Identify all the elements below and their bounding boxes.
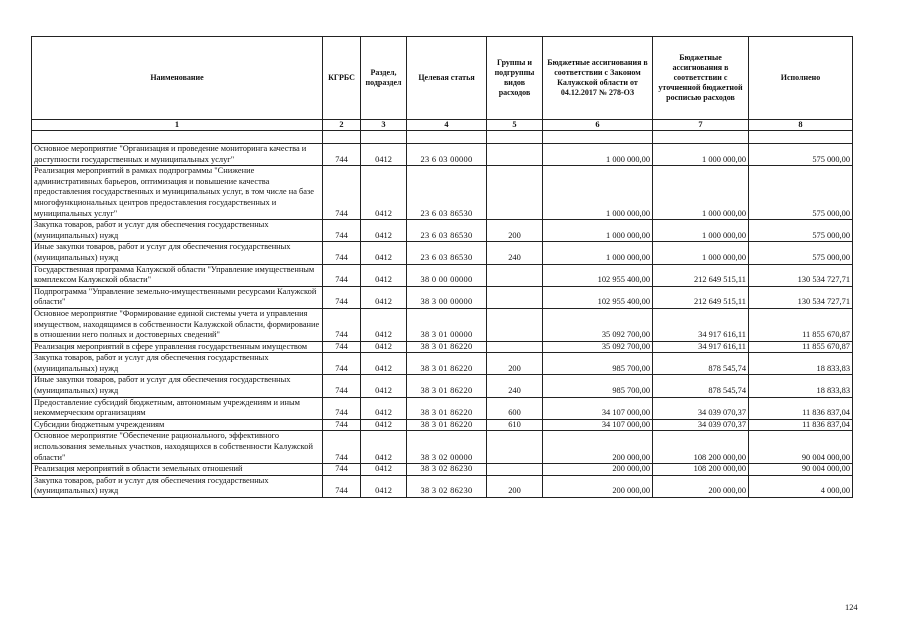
budget-execution-table [31, 36, 853, 498]
table-body [32, 131, 853, 498]
row-budget-law: 985 700,00 [543, 353, 653, 375]
row-target: 23 6 03 00000 [407, 144, 487, 166]
row-name: Закупка товаров, работ и услуг для обеспечения государственных (муниципальных) нужд [32, 220, 323, 242]
row-name: Реализация мероприятий в сфере управления государственным имуществом [32, 341, 323, 353]
row-budget-refined: 108 200 000,00 [653, 464, 749, 476]
row-budget-refined: 1 000 000,00 [653, 144, 749, 166]
row-kgrbs: 744 [323, 431, 361, 464]
row-budget-law: 34 107 000,00 [543, 419, 653, 431]
row-name: Реализация мероприятий в области земельных отношений [32, 464, 323, 476]
row-executed: 11 855 670,87 [749, 341, 853, 353]
row-name: Основное мероприятие "Организация и проведение мониторинга качества и доступности государственных и муниципальных услуг" [32, 144, 323, 166]
table-row [32, 431, 853, 464]
row-target: 23 6 03 86530 [407, 166, 487, 220]
row-name: Закупка товаров, работ и услуг для обеспечения государственных (муниципальных) нужд [32, 475, 323, 497]
row-kgrbs: 744 [323, 353, 361, 375]
column-number: 2 [323, 120, 361, 131]
column-number: 7 [653, 120, 749, 131]
row-budget-refined: 1 000 000,00 [653, 242, 749, 264]
row-section: 0412 [361, 308, 407, 341]
table-row [32, 353, 853, 375]
row-target: 38 3 01 86220 [407, 375, 487, 397]
table-row [32, 242, 853, 264]
row-executed: 18 833,83 [749, 353, 853, 375]
row-target: 38 3 01 86220 [407, 341, 487, 353]
table-row [32, 308, 853, 341]
spacer-row [32, 131, 853, 144]
row-executed: 130 534 727,71 [749, 286, 853, 308]
header-groups: Группы и подгруппы видов расходов [487, 37, 543, 120]
row-executed: 18 833,83 [749, 375, 853, 397]
row-target: 38 3 01 86220 [407, 419, 487, 431]
row-kgrbs: 744 [323, 308, 361, 341]
header-budget-refined: Бюджетные ассигнования в соответствии с уточненной бюджетной росписью расходов [653, 37, 749, 120]
row-section: 0412 [361, 419, 407, 431]
row-group: 610 [487, 419, 543, 431]
row-name: Подпрограмма "Управление земельно-имущественными ресурсами Калужской области" [32, 286, 323, 308]
table-row [32, 375, 853, 397]
row-group: 240 [487, 242, 543, 264]
row-kgrbs: 744 [323, 286, 361, 308]
row-name: Основное мероприятие "Формирование единой системы учета и управления имуществом, находящимся в собственности Калужской области, формирование в отношении него полных и достоверных сведений" [32, 308, 323, 341]
column-number: 6 [543, 120, 653, 131]
table-row [32, 264, 853, 286]
row-target: 38 3 01 00000 [407, 308, 487, 341]
row-target: 38 3 01 86220 [407, 353, 487, 375]
row-name: Основное мероприятие "Обеспечение рационального, эффективного использования земельных участков, находящихся в собственности Калужской области" [32, 431, 323, 464]
row-kgrbs: 744 [323, 264, 361, 286]
row-group: 240 [487, 375, 543, 397]
row-group [487, 144, 543, 166]
row-name: Иные закупки товаров, работ и услуг для обеспечения государственных (муниципальных) нужд [32, 242, 323, 264]
row-section: 0412 [361, 375, 407, 397]
header-kgrbs: КГРБС [323, 37, 361, 120]
row-budget-refined: 1 000 000,00 [653, 166, 749, 220]
row-budget-refined: 34 917 616,11 [653, 308, 749, 341]
row-budget-refined: 878 545,74 [653, 375, 749, 397]
row-budget-law: 985 700,00 [543, 375, 653, 397]
table-row [32, 397, 853, 419]
row-budget-law: 35 092 700,00 [543, 341, 653, 353]
row-executed: 4 000,00 [749, 475, 853, 497]
row-section: 0412 [361, 397, 407, 419]
page-number: 124 [845, 603, 858, 612]
row-group: 200 [487, 353, 543, 375]
row-budget-law: 200 000,00 [543, 431, 653, 464]
header-target: Целевая статья [407, 37, 487, 120]
row-executed: 90 004 000,00 [749, 464, 853, 476]
table-row [32, 475, 853, 497]
row-executed: 130 534 727,71 [749, 264, 853, 286]
row-group [487, 464, 543, 476]
column-number: 4 [407, 120, 487, 131]
row-section: 0412 [361, 464, 407, 476]
row-section: 0412 [361, 353, 407, 375]
header-name: Наименование [32, 37, 323, 120]
row-section: 0412 [361, 286, 407, 308]
row-executed: 575 000,00 [749, 166, 853, 220]
table-row [32, 220, 853, 242]
row-name: Государственная программа Калужской области "Управление имущественным комплексом Калужской области" [32, 264, 323, 286]
row-section: 0412 [361, 431, 407, 464]
row-budget-law: 200 000,00 [543, 475, 653, 497]
row-budget-law: 200 000,00 [543, 464, 653, 476]
column-number: 8 [749, 120, 853, 131]
row-section: 0412 [361, 144, 407, 166]
row-target: 23 6 03 86530 [407, 242, 487, 264]
row-budget-refined: 878 545,74 [653, 353, 749, 375]
column-number: 1 [32, 120, 323, 131]
row-kgrbs: 744 [323, 475, 361, 497]
row-budget-law: 1 000 000,00 [543, 220, 653, 242]
row-executed: 575 000,00 [749, 220, 853, 242]
row-budget-law: 102 955 400,00 [543, 286, 653, 308]
row-budget-law: 1 000 000,00 [543, 242, 653, 264]
row-target: 38 3 01 86220 [407, 397, 487, 419]
row-executed: 575 000,00 [749, 242, 853, 264]
row-section: 0412 [361, 220, 407, 242]
column-number: 3 [361, 120, 407, 131]
row-executed: 11 855 670,87 [749, 308, 853, 341]
row-section: 0412 [361, 166, 407, 220]
row-name: Закупка товаров, работ и услуг для обеспечения государственных (муниципальных) нужд [32, 353, 323, 375]
row-group: 600 [487, 397, 543, 419]
row-executed: 11 836 837,04 [749, 419, 853, 431]
row-name: Реализация мероприятий в рамках подпрограммы "Снижение административных барьеров, оптимизация и повышение качества предоставления государственных и муниципальных услуг, в том числе на базе многофункциональных центров предоставления государственных и муниципальных услуг" [32, 166, 323, 220]
row-section: 0412 [361, 264, 407, 286]
row-kgrbs: 744 [323, 397, 361, 419]
row-group [487, 341, 543, 353]
row-group [487, 166, 543, 220]
row-kgrbs: 744 [323, 166, 361, 220]
row-budget-refined: 34 039 070,37 [653, 419, 749, 431]
row-group [487, 286, 543, 308]
row-budget-refined: 1 000 000,00 [653, 220, 749, 242]
row-section: 0412 [361, 475, 407, 497]
table-row [32, 419, 853, 431]
row-kgrbs: 744 [323, 464, 361, 476]
row-budget-refined: 34 039 070,37 [653, 397, 749, 419]
row-budget-refined: 212 649 515,11 [653, 286, 749, 308]
row-kgrbs: 744 [323, 220, 361, 242]
row-target: 38 3 02 86230 [407, 464, 487, 476]
table-row [32, 286, 853, 308]
header-executed: Исполнено [749, 37, 853, 120]
row-budget-refined: 212 649 515,11 [653, 264, 749, 286]
row-name: Субсидии бюджетным учреждениям [32, 419, 323, 431]
header-section: Раздел, подраздел [361, 37, 407, 120]
row-target: 38 3 02 86230 [407, 475, 487, 497]
header-budget-law: Бюджетные ассигнования в соответствии с Законом Калужской области от 04.12.2017 № 278-ОЗ [543, 37, 653, 120]
row-name: Предоставление субсидий бюджетным, автономным учреждениям и иным некоммерческим организациям [32, 397, 323, 419]
column-number: 5 [487, 120, 543, 131]
row-section: 0412 [361, 341, 407, 353]
table-row [32, 464, 853, 476]
row-name: Иные закупки товаров, работ и услуг для обеспечения государственных (муниципальных) нужд [32, 375, 323, 397]
row-kgrbs: 744 [323, 144, 361, 166]
row-budget-refined: 108 200 000,00 [653, 431, 749, 464]
row-target: 38 3 02 00000 [407, 431, 487, 464]
budget-table-container [31, 36, 852, 498]
row-executed: 575 000,00 [749, 144, 853, 166]
row-budget-refined: 200 000,00 [653, 475, 749, 497]
row-group [487, 308, 543, 341]
row-budget-refined: 34 917 616,11 [653, 341, 749, 353]
row-budget-law: 35 092 700,00 [543, 308, 653, 341]
row-target: 38 0 00 00000 [407, 264, 487, 286]
row-group [487, 264, 543, 286]
table-row [32, 341, 853, 353]
row-kgrbs: 744 [323, 341, 361, 353]
row-executed: 11 836 837,04 [749, 397, 853, 419]
row-budget-law: 1 000 000,00 [543, 166, 653, 220]
row-target: 23 6 03 86530 [407, 220, 487, 242]
row-budget-law: 34 107 000,00 [543, 397, 653, 419]
row-group: 200 [487, 475, 543, 497]
row-kgrbs: 744 [323, 419, 361, 431]
table-row [32, 166, 853, 220]
row-section: 0412 [361, 242, 407, 264]
row-budget-law: 1 000 000,00 [543, 144, 653, 166]
row-kgrbs: 744 [323, 242, 361, 264]
table-header [32, 37, 853, 131]
row-target: 38 3 00 00000 [407, 286, 487, 308]
row-group [487, 431, 543, 464]
row-kgrbs: 744 [323, 375, 361, 397]
row-budget-law: 102 955 400,00 [543, 264, 653, 286]
table-row [32, 144, 853, 166]
row-group: 200 [487, 220, 543, 242]
row-executed: 90 004 000,00 [749, 431, 853, 464]
